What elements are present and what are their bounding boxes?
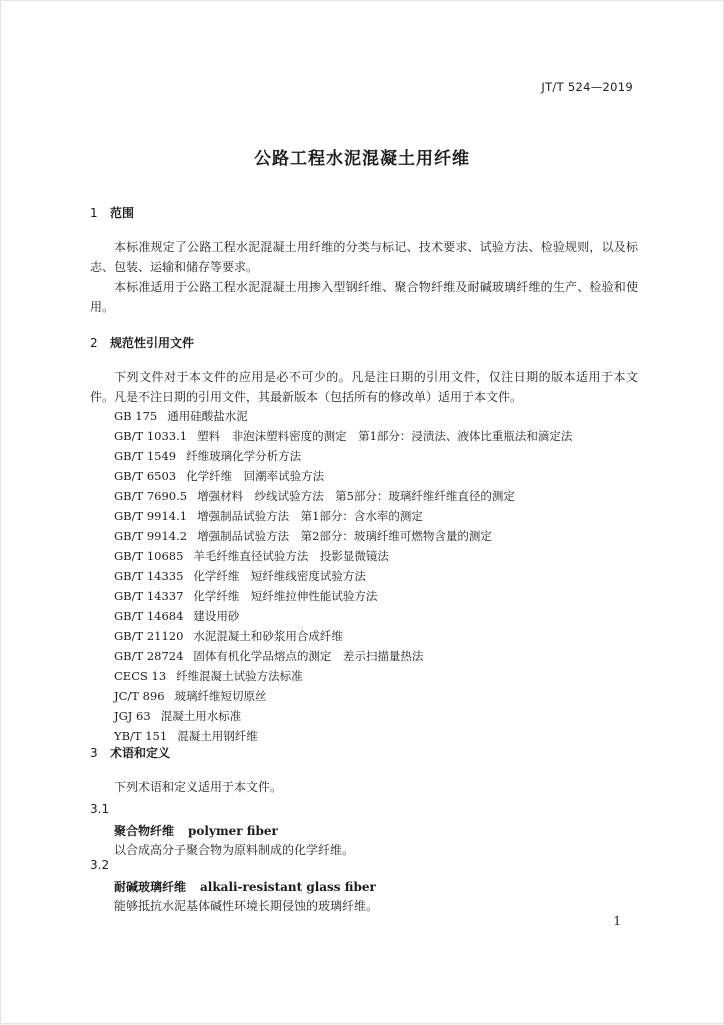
reference-item bbox=[114, 726, 572, 746]
reference-code: GB/T 1549 bbox=[114, 449, 177, 463]
reference-item bbox=[114, 686, 572, 706]
reference-title: 纤维玻璃化学分析方法 bbox=[186, 449, 302, 463]
section-title: 规范性引用文件 bbox=[110, 336, 195, 350]
standard-code: JT/T 524—2019 bbox=[541, 80, 633, 94]
reference-title: 纤维混凝土试验方法标准 bbox=[176, 669, 303, 683]
reference-code: YB/T 151 bbox=[114, 729, 168, 743]
reference-item bbox=[114, 606, 572, 626]
reference-item bbox=[114, 706, 572, 726]
reference-code: GB/T 14335 bbox=[114, 569, 184, 583]
reference-code: GB/T 14684 bbox=[114, 609, 184, 623]
section-3-heading bbox=[90, 744, 170, 761]
reference-code: GB/T 9914.1 bbox=[114, 509, 188, 523]
section-number: 1 bbox=[90, 206, 98, 220]
reference-title: 化学纤维 回潮率试验方法 bbox=[186, 469, 325, 483]
reference-title: 混凝土用钢纤维 bbox=[177, 729, 258, 743]
reference-item bbox=[114, 566, 572, 586]
term-number: 3.1 bbox=[90, 802, 110, 816]
reference-code: GB/T 10685 bbox=[114, 549, 184, 563]
reference-code: GB/T 6503 bbox=[114, 469, 177, 483]
document-title: 公路工程水泥混凝土用纤维 bbox=[254, 149, 470, 169]
reference-code: GB/T 21120 bbox=[114, 629, 184, 643]
reference-title: 增强材料 纱线试验方法 第5部分：玻璃纤维纤维直径的测定 bbox=[197, 489, 515, 503]
section-title: 术语和定义 bbox=[110, 746, 171, 760]
reference-item bbox=[114, 466, 572, 486]
reference-code: GB/T 7690.5 bbox=[114, 489, 188, 503]
term-definition: 能够抵抗水泥基体碱性环境长期侵蚀的玻璃纤维。 bbox=[114, 899, 379, 913]
reference-item bbox=[114, 526, 572, 546]
reference-code: GB/T 9914.2 bbox=[114, 529, 188, 543]
reference-item bbox=[114, 406, 572, 426]
reference-code: JC/T 896 bbox=[114, 689, 165, 703]
reference-title: 化学纤维 短纤维拉伸性能试验方法 bbox=[193, 589, 378, 603]
reference-item bbox=[114, 666, 572, 686]
section-number: 3 bbox=[90, 746, 98, 760]
reference-item bbox=[114, 446, 572, 466]
reference-item bbox=[114, 426, 572, 446]
section-title: 范围 bbox=[110, 206, 135, 220]
reference-title: 水泥混凝土和砂浆用合成纤维 bbox=[193, 629, 343, 643]
reference-title: 塑料 非泡沫塑料密度的测定 第1部分：浸渍法、液体比重瓶法和滴定法 bbox=[197, 429, 573, 443]
section-3-intro: 下列术语和定义适用于本文件。 bbox=[114, 780, 283, 794]
reference-title: 通用硅酸盐水泥 bbox=[167, 409, 248, 423]
section-1-paragraph-2: 本标准适用于公路工程水泥混凝土用掺入型钢纤维、聚合物纤维及耐碱玻璃纤维的生产、检验和使用。 bbox=[90, 280, 638, 314]
page-number: 1 bbox=[613, 914, 621, 928]
reference-item bbox=[114, 586, 572, 606]
term-name-zh: 耐碱玻璃纤维 bbox=[114, 880, 187, 894]
section-number: 2 bbox=[90, 336, 98, 350]
reference-code: GB/T 28724 bbox=[114, 649, 184, 663]
reference-item bbox=[114, 626, 572, 646]
reference-title: 固体有机化学品熔点的测定 差示扫描量热法 bbox=[193, 649, 424, 663]
term-number: 3.2 bbox=[90, 858, 110, 872]
term-name-en: polymer fiber bbox=[188, 824, 278, 838]
reference-title: 增强制品试验方法 第1部分：含水率的测定 bbox=[197, 509, 423, 523]
term-name-en: alkali-resistant glass fiber bbox=[200, 880, 376, 894]
term-heading bbox=[114, 822, 278, 839]
term-definition: 以合成高分子聚合物为原料制成的化学纤维。 bbox=[114, 843, 355, 857]
term-name-zh: 聚合物纤维 bbox=[114, 824, 175, 838]
reference-code: JGJ 63 bbox=[114, 709, 151, 723]
reference-title: 建设用砂 bbox=[193, 609, 240, 623]
reference-item bbox=[114, 546, 572, 566]
reference-title: 混凝土用水标准 bbox=[160, 709, 242, 723]
reference-code: GB/T 1033.1 bbox=[114, 429, 188, 443]
reference-list bbox=[114, 406, 572, 746]
reference-item bbox=[114, 506, 572, 526]
reference-code: CECS 13 bbox=[114, 669, 167, 683]
section-1-heading bbox=[90, 204, 134, 221]
reference-item bbox=[114, 486, 572, 506]
reference-title: 增强制品试验方法 第2部分：玻璃纤维可燃物含量的测定 bbox=[197, 529, 492, 543]
reference-title: 化学纤维 短纤维线密度试验方法 bbox=[193, 569, 366, 583]
section-1-paragraph-1: 本标准规定了公路工程水泥混凝土用纤维的分类与标记、技术要求、试验方法、检验规则，以及标志、包装、运输和储存等要求。 bbox=[90, 240, 638, 274]
section-2-heading bbox=[90, 334, 194, 351]
reference-title: 玻璃纤维短切原丝 bbox=[174, 689, 267, 703]
document-page bbox=[1, 1, 723, 1023]
reference-code: GB/T 14337 bbox=[114, 589, 184, 603]
reference-item bbox=[114, 646, 572, 666]
term-heading bbox=[114, 878, 376, 895]
reference-title: 羊毛纤维直径试验方法 投影显微镜法 bbox=[193, 549, 389, 563]
section-2-intro: 下列文件对于本文件的应用是必不可少的。凡是注日期的引用文件，仅注日期的版本适用于本文件。凡是不注日期的引用文件，其最新版本（包括所有的修改单）适用于本文件。 bbox=[90, 370, 638, 404]
reference-code: GB 175 bbox=[114, 409, 158, 423]
